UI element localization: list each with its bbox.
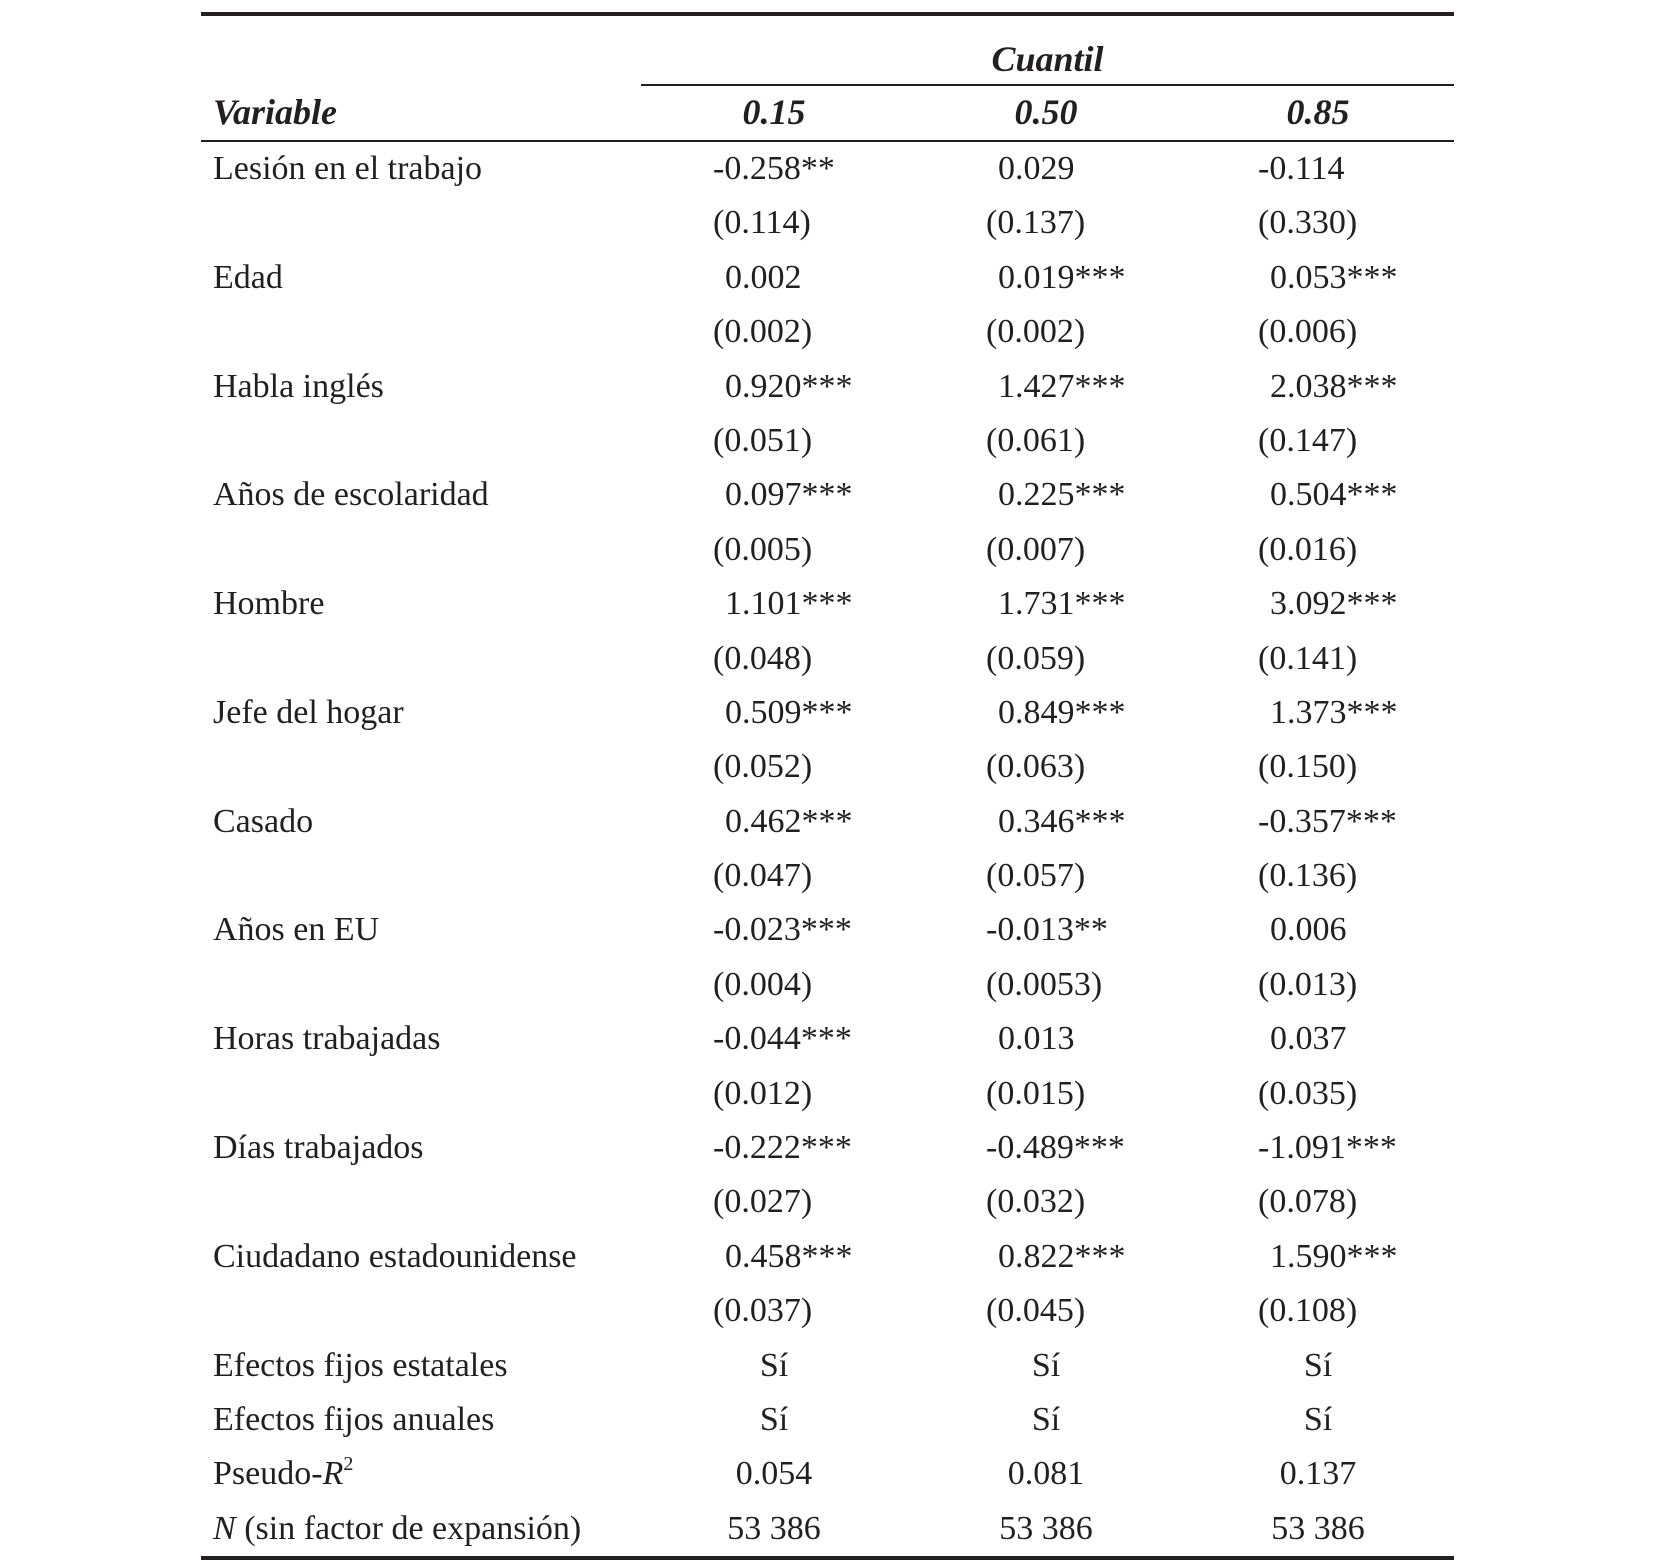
- coefficient-cell: 0.822***: [998, 1237, 1126, 1275]
- std-error-cell: (0.013): [1258, 965, 1358, 1003]
- cell-q050: Sí: [1031, 1400, 1061, 1438]
- table-header: [201, 16, 1454, 140]
- std-error-cell: (0.004): [713, 965, 813, 1003]
- std-error-cell: (0.330): [1258, 204, 1358, 242]
- coefficient-cell: 3.092***: [1270, 585, 1398, 623]
- table-row-std-error: [201, 1067, 1454, 1121]
- std-error-cell: (0.007): [986, 530, 1086, 568]
- std-error-cell: (0.027): [713, 1183, 813, 1221]
- table-row-state-fe: [201, 1339, 1454, 1393]
- table-row-casado: [201, 795, 1454, 849]
- row-label: Habla inglés: [213, 367, 384, 405]
- coefficient-cell: -0.222***: [713, 1129, 852, 1167]
- coefficient-cell: 0.019***: [998, 258, 1126, 296]
- cell-q085: Sí: [1303, 1400, 1333, 1438]
- std-error-cell: (0.114): [713, 204, 811, 242]
- cell-q050: 0.081: [1007, 1455, 1085, 1493]
- table-row-dias-trabajados: [201, 1121, 1454, 1175]
- label-variable: R: [322, 1455, 344, 1493]
- row-label: Casado: [213, 802, 314, 840]
- coefficient-cell: 1.731***: [998, 585, 1126, 623]
- coefficient-cell: -1.091***: [1258, 1129, 1397, 1167]
- table-row-std-error: [201, 632, 1454, 686]
- std-error-cell: (0.059): [986, 639, 1086, 677]
- table-row-std-error: [201, 849, 1454, 903]
- coefficient-cell: -0.357***: [1258, 802, 1397, 840]
- row-label: [213, 1455, 353, 1493]
- coefficient-cell: -0.013**: [986, 911, 1108, 949]
- std-error-cell: (0.141): [1258, 639, 1358, 677]
- cell-q015: 0.054: [735, 1455, 813, 1493]
- row-label: Edad: [213, 258, 283, 296]
- coefficient-cell: 1.373***: [1270, 693, 1398, 731]
- cell-q050: 53 386: [999, 1509, 1093, 1547]
- coefficient-cell: 0.346***: [998, 802, 1126, 840]
- coefficient-cell: 0.013: [998, 1020, 1075, 1058]
- std-error-cell: (0.005): [713, 530, 813, 568]
- coefficient-cell: -0.489***: [986, 1129, 1125, 1167]
- std-error-cell: (0.015): [986, 1074, 1086, 1112]
- coefficient-cell: 0.037: [1270, 1020, 1347, 1058]
- row-label: Efectos fijos estatales: [213, 1346, 508, 1384]
- row-label: Jefe del hogar: [213, 693, 404, 731]
- row-label: Horas trabajadas: [213, 1020, 441, 1058]
- std-error-cell: (0.108): [1258, 1292, 1358, 1330]
- column-header-q015: 0.15: [742, 92, 806, 132]
- table-row-lesion-en-el-trabajo: [201, 142, 1454, 196]
- coefficient-cell: 1.101***: [725, 585, 853, 623]
- column-header-q050: 0.50: [1014, 92, 1078, 132]
- coefficient-cell: 0.225***: [998, 476, 1126, 514]
- std-error-cell: (0.045): [986, 1292, 1086, 1330]
- coefficient-cell: 0.006: [1270, 911, 1347, 949]
- label-prefix: Pseudo-: [213, 1455, 323, 1493]
- std-error-cell: (0.048): [713, 639, 813, 677]
- table-row-edad: [201, 251, 1454, 305]
- variable-column-header: Variable: [213, 92, 338, 132]
- std-error-cell: (0.047): [713, 857, 813, 895]
- row-label: Hombre: [213, 585, 325, 623]
- table-row-std-error: [201, 196, 1454, 250]
- table-row-std-error: [201, 1284, 1454, 1338]
- table-row-n: [201, 1502, 1454, 1556]
- std-error-cell: (0.078): [1258, 1183, 1358, 1221]
- std-error-cell: (0.035): [1258, 1074, 1358, 1112]
- std-error-cell: (0.037): [713, 1292, 813, 1330]
- coefficient-cell: 0.458***: [725, 1237, 853, 1275]
- std-error-cell: (0.006): [1258, 313, 1358, 351]
- cell-q085: 53 386: [1271, 1509, 1365, 1547]
- std-error-cell: (0.002): [986, 313, 1086, 351]
- cell-q015: Sí: [759, 1346, 789, 1384]
- std-error-cell: (0.150): [1258, 748, 1358, 786]
- label-superscript: 2: [343, 1453, 354, 1476]
- table-row-std-error: [201, 414, 1454, 468]
- std-error-cell: (0.147): [1258, 421, 1358, 459]
- row-label: [213, 1510, 581, 1548]
- table-row-std-error: [201, 523, 1454, 577]
- coefficient-cell: 0.002: [725, 258, 802, 296]
- table-row-pseudo-r2: [201, 1447, 1454, 1501]
- coefficient-cell: 0.097***: [725, 476, 853, 514]
- std-error-cell: (0.137): [986, 204, 1086, 242]
- std-error-cell: (0.136): [1258, 857, 1358, 895]
- std-error-cell: (0.032): [986, 1183, 1086, 1221]
- table-row-std-error: [201, 958, 1454, 1012]
- column-header-q085: 0.85: [1286, 92, 1350, 132]
- label-rest: (sin factor de expansión): [235, 1509, 582, 1547]
- table-row-ciudadano-estadounidense: [201, 1230, 1454, 1284]
- cuantil-rule: [641, 84, 1454, 86]
- std-error-cell: (0.061): [986, 421, 1086, 459]
- std-error-cell: (0.052): [713, 748, 813, 786]
- cell-q085: 0.137: [1279, 1455, 1357, 1493]
- coefficient-cell: 0.920***: [725, 367, 853, 405]
- row-label: Ciudadano estadounidense: [213, 1237, 577, 1275]
- coefficient-cell: 0.504***: [1270, 476, 1398, 514]
- std-error-cell: (0.057): [986, 857, 1086, 895]
- cuantil-group-header: Cuantil: [991, 39, 1104, 79]
- std-error-cell: (0.002): [713, 313, 813, 351]
- table-row-std-error: [201, 1175, 1454, 1229]
- row-label: Años en EU: [213, 911, 380, 949]
- table-row-habla-ingles: [201, 360, 1454, 414]
- bottom-rule: [201, 1556, 1454, 1560]
- table-row-jefe-del-hogar: [201, 686, 1454, 740]
- table-row-year-fe: [201, 1393, 1454, 1447]
- coefficient-cell: 0.462***: [725, 802, 853, 840]
- std-error-cell: (0.016): [1258, 530, 1358, 568]
- cell-q015: 53 386: [727, 1509, 821, 1547]
- table-row-horas-trabajadas: [201, 1012, 1454, 1066]
- table-row-hombre: [201, 577, 1454, 631]
- coefficient-cell: 2.038***: [1270, 367, 1398, 405]
- coefficient-cell: 1.427***: [998, 367, 1126, 405]
- std-error-cell: (0.0053): [986, 965, 1103, 1003]
- row-label: Años de escolaridad: [213, 476, 489, 514]
- row-label: Efectos fijos anuales: [213, 1400, 495, 1438]
- coefficient-cell: 0.849***: [998, 693, 1126, 731]
- coefficient-cell: 0.509***: [725, 693, 853, 731]
- table-row-std-error: [201, 305, 1454, 359]
- coefficient-cell: -0.044***: [713, 1020, 852, 1058]
- cell-q085: Sí: [1303, 1346, 1333, 1384]
- std-error-cell: (0.063): [986, 748, 1086, 786]
- row-label: Lesión en el trabajo: [213, 150, 483, 187]
- coefficient-cell: -0.258**: [713, 150, 835, 187]
- label-variable: N: [213, 1509, 236, 1547]
- coefficient-cell: -0.023***: [713, 911, 852, 949]
- row-label: Días trabajados: [213, 1129, 424, 1167]
- cell-q050: Sí: [1031, 1346, 1061, 1384]
- table-body: [201, 142, 1454, 1339]
- cell-q015: Sí: [759, 1400, 789, 1438]
- table-row-anos-de-escolaridad: [201, 468, 1454, 522]
- regression-table: [201, 12, 1454, 1560]
- table-row-std-error: [201, 740, 1454, 794]
- coefficient-cell: 0.053***: [1270, 258, 1398, 296]
- std-error-cell: (0.051): [713, 421, 813, 459]
- std-error-cell: (0.012): [713, 1074, 813, 1112]
- coefficient-cell: 1.590***: [1270, 1237, 1398, 1275]
- coefficient-cell: -0.114: [1258, 150, 1345, 187]
- table-row-anos-en-eu: [201, 903, 1454, 957]
- coefficient-cell: 0.029: [998, 150, 1075, 187]
